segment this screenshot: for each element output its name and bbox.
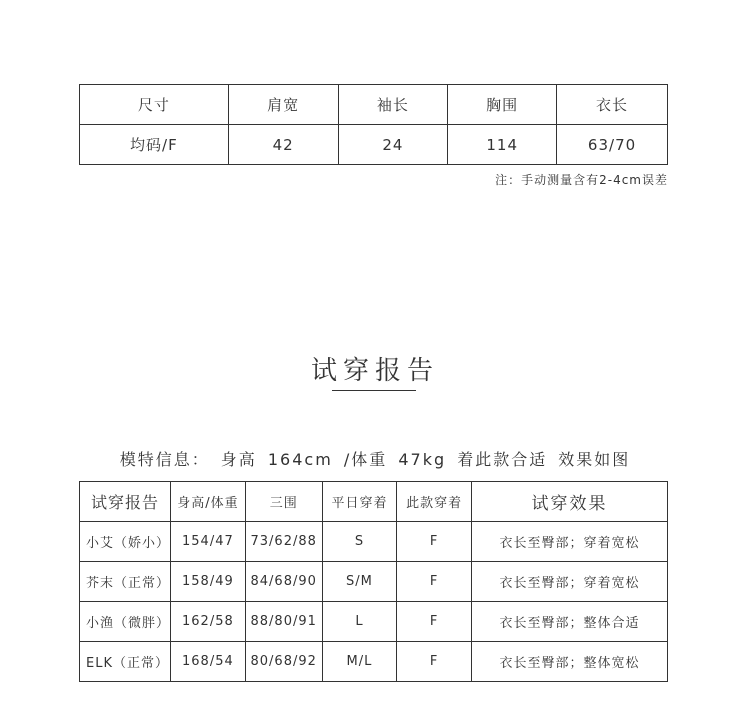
fitting-header-cell: 试穿报告 (80, 482, 171, 522)
usual-size: L (322, 602, 397, 642)
fitting-header-cell: 平日穿着 (322, 482, 397, 522)
fitting-header-cell: 试穿效果 (471, 482, 667, 522)
size-cell: 均码/F (80, 125, 229, 165)
size-table (79, 84, 668, 165)
size-header-cell: 尺寸 (80, 85, 229, 125)
title-underline (332, 390, 416, 391)
fit-effect: 衣长至臀部；穿着宽松 (471, 562, 667, 602)
fitting-header-cell: 三围 (245, 482, 322, 522)
fit-effect: 衣长至臀部；整体合适 (471, 602, 667, 642)
size-cell: 63/70 (557, 125, 668, 165)
this-size: F (397, 642, 472, 682)
this-size: F (397, 522, 472, 562)
this-size: F (397, 602, 472, 642)
measurements: 88/80/91 (245, 602, 322, 642)
size-cell: 24 (338, 125, 448, 165)
height-weight: 154/47 (171, 522, 246, 562)
fit-effect: 衣长至臀部；整体宽松 (471, 642, 667, 682)
table-row (80, 522, 668, 562)
fitting-table (79, 481, 668, 682)
tester-name: 小渔（微胖） (80, 602, 171, 642)
size-table-row (80, 125, 668, 165)
size-header-cell: 胸围 (448, 85, 557, 125)
section-title: 试穿报告 (310, 356, 439, 386)
fitting-header-cell: 身高/体重 (171, 482, 246, 522)
size-cell: 42 (228, 125, 338, 165)
size-header-cell: 衣长 (557, 85, 668, 125)
table-row (80, 642, 668, 682)
usual-size: M/L (322, 642, 397, 682)
table-row (80, 602, 668, 642)
size-header-cell: 肩宽 (228, 85, 338, 125)
tester-name: 芥末（正常） (80, 562, 171, 602)
usual-size: S/M (322, 562, 397, 602)
tester-name: ELK（正常） (80, 642, 171, 682)
height-weight: 168/54 (171, 642, 246, 682)
table-row (80, 562, 668, 602)
model-info: 模特信息： 身高 164cm /体重 47kg 着此款合适 效果如图 (119, 450, 631, 469)
size-header-cell: 袖长 (338, 85, 448, 125)
measurements: 73/62/88 (245, 522, 322, 562)
height-weight: 158/49 (171, 562, 246, 602)
tester-name: 小艾（娇小） (80, 522, 171, 562)
this-size: F (397, 562, 472, 602)
measurement-note: 注：手动测量含有2-4cm误差 (495, 173, 668, 187)
fit-effect: 衣长至臀部；穿着宽松 (471, 522, 667, 562)
size-cell: 114 (448, 125, 557, 165)
height-weight: 162/58 (171, 602, 246, 642)
size-table-header-row (80, 85, 668, 125)
measurements: 84/68/90 (245, 562, 322, 602)
measurements: 80/68/92 (245, 642, 322, 682)
fitting-header-cell: 此款穿着 (397, 482, 472, 522)
fitting-table-header-row (80, 482, 668, 522)
usual-size: S (322, 522, 397, 562)
